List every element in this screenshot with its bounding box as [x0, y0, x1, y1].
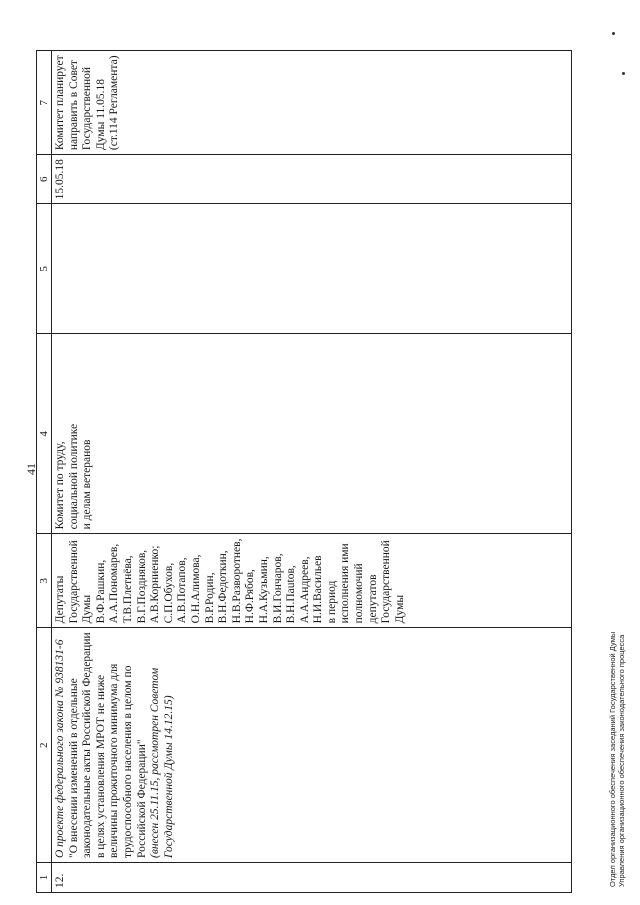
footer	[608, 632, 626, 887]
initiator-line: О.Н.Алимова,	[189, 554, 202, 624]
initiator-line: С.П.Обухов,	[162, 562, 175, 624]
initiator-line: Н.А.Кузьмин,	[257, 556, 270, 624]
initiator-line: В.Ф.Рашкин,	[94, 559, 107, 624]
committee-line: социальной политике	[67, 423, 80, 530]
initiator-line: В.Г.Поздняков,	[135, 549, 148, 624]
header-cell-3: 3	[37, 534, 52, 628]
bill-description-line: величины прожиточного минимума для	[108, 663, 121, 858]
bill-note-line: (внесен 25.11.15, рассмотрен Советом	[149, 667, 162, 858]
bill-description-line: законодательные акты Российской Федерации	[81, 632, 94, 858]
initiator-line: Государственной	[380, 540, 393, 624]
initiator-line: В.Н.Пautов,	[285, 565, 298, 624]
initiator-line: В.И.Гончаров,	[271, 553, 284, 624]
plan-line: Думы 11.05.18	[94, 78, 107, 151]
initiator-line: депутатов	[366, 574, 379, 624]
header-cell-5: 5	[37, 204, 52, 334]
table-row	[52, 51, 572, 893]
bill-cell	[52, 628, 572, 863]
bill-description-line: "О внесении изменений в отдельные	[67, 678, 80, 858]
initiators-cell	[52, 534, 572, 628]
initiator-line: Думы	[393, 594, 406, 624]
initiator-line: в период	[325, 580, 338, 624]
bill-note-line: Государственной Думы 14.12.15)	[162, 695, 175, 858]
date-cell: 15.05.18	[52, 155, 572, 204]
initiator-line: Депутаты	[54, 575, 66, 624]
committee-line: Комитет по труду,	[54, 441, 66, 530]
row-number: 12.	[52, 863, 572, 893]
scan-dot	[612, 32, 615, 35]
initiator-line: Государственной	[67, 540, 80, 624]
committee-line: и делам ветеранов	[81, 439, 94, 530]
plan-line: Государственной	[81, 66, 94, 151]
initiator-line: А.В.Потапов,	[176, 557, 189, 624]
initiator-line: Н.В.Разворотнев,	[230, 538, 243, 624]
col5-cell	[52, 204, 572, 334]
footer-line: Отдел организационного обеспечения заседаний Государственной Думы	[608, 631, 617, 887]
scan-dot	[622, 72, 625, 75]
initiator-line: Т.В.Плетнёва,	[121, 555, 134, 624]
bill-description-line: трудоспособного населения в целом по	[121, 665, 134, 858]
page-number: 41	[24, 463, 38, 475]
header-cell-1: 1	[37, 863, 52, 893]
header-cell-7: 7	[37, 51, 52, 155]
initiator-line: Н.И.Васильев	[312, 555, 325, 624]
bill-title: О проекте федерального закона № 938131-6	[54, 639, 66, 858]
committee-cell	[52, 334, 572, 534]
initiator-line: А.А.Андреев,	[298, 556, 311, 624]
header-cell-6: 6	[37, 155, 52, 204]
initiator-line: В.Р.Родин,	[203, 572, 216, 624]
initiator-line: Думы	[81, 594, 94, 624]
header-cell-4: 4	[37, 334, 52, 534]
footer-line: Управления организационного обеспечения законодательного процесса	[617, 634, 626, 887]
initiator-line: А.В.Корниенко;	[149, 545, 162, 624]
initiator-line: исполнения ими	[339, 543, 352, 624]
plan-line: Комитет планирует	[54, 55, 66, 151]
plan-line: (ст.114 Регламента)	[108, 55, 121, 151]
initiator-line: А.А.Пономарев,	[108, 543, 121, 624]
table-header-row	[37, 51, 52, 893]
initiator-line: В.Н.Федоткин,	[217, 550, 230, 624]
plan-cell	[52, 51, 572, 155]
plan-line: направить в Совет	[67, 60, 80, 151]
initiator-line: полномочий	[353, 563, 366, 624]
bill-table	[36, 50, 572, 893]
bill-description-line: в целях установления МРОТ не ниже	[94, 674, 107, 858]
initiator-line: Н.Ф.Рябов,	[244, 569, 257, 624]
bill-description-line: Российской Федерации"	[135, 739, 148, 858]
header-cell-2: 2	[37, 628, 52, 863]
